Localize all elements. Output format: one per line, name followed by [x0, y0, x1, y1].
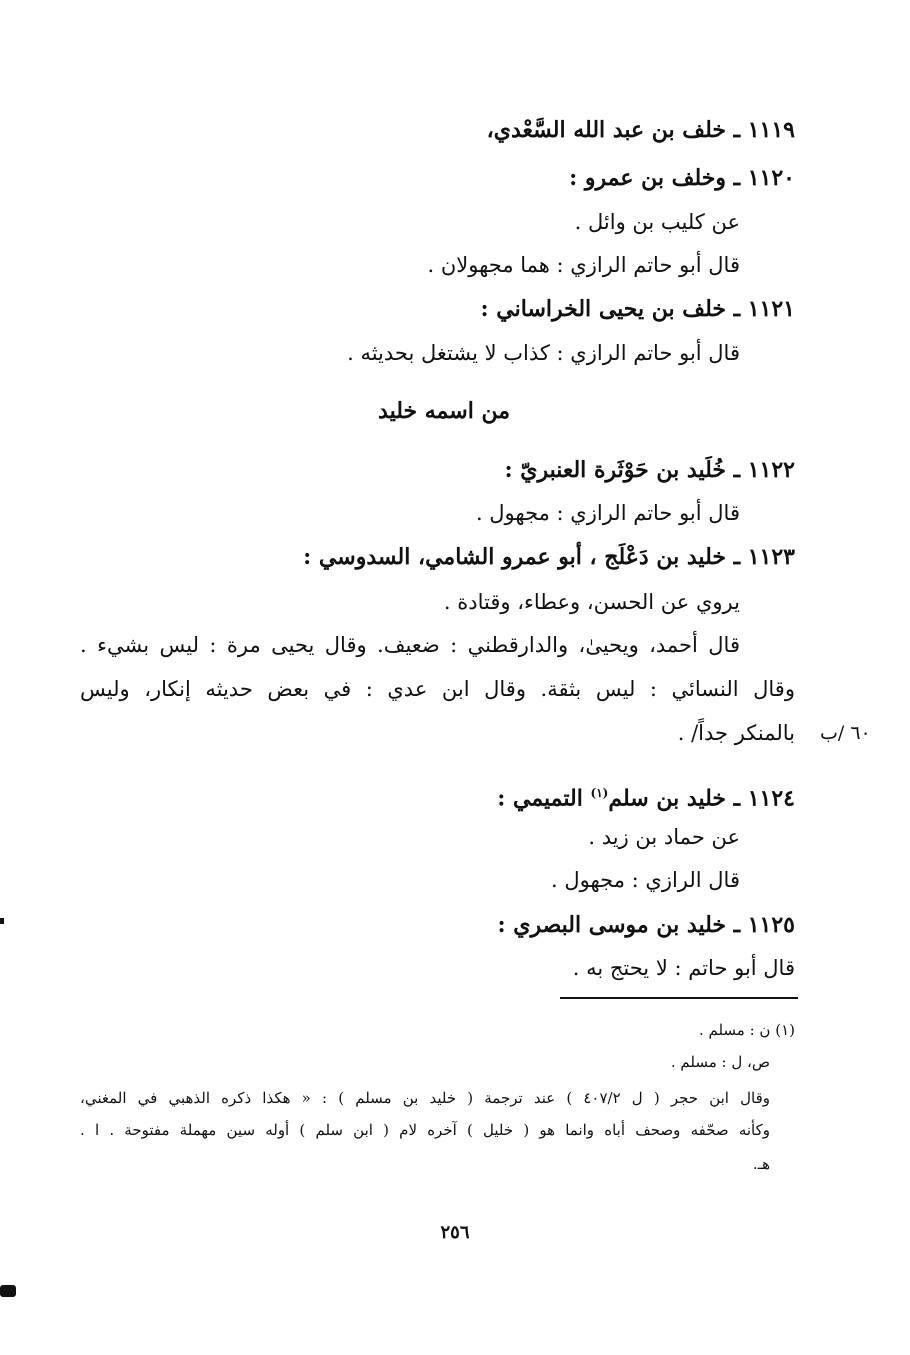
- page-number: ٢٥٦: [440, 1222, 470, 1243]
- entry-1124-nisba: التميمي :: [497, 785, 591, 812]
- scan-edge-mark-bottom: [0, 1285, 16, 1297]
- entry-1122-verdict: قال أبو حاتم الرازي : مجهول .: [475, 501, 740, 525]
- entry-1123-verdict-line2: وقال النسائي : ليس بثقة. وقال ابن عدي : في بعض حديثه إنكار، وليس: [80, 677, 795, 701]
- entry-1124-heading: [497, 778, 795, 813]
- footnote-ref-1: (١): [590, 786, 609, 800]
- entry-1119-heading: ١١١٩ ـ خلف بن عبد الله السَّعْدي،: [486, 117, 795, 143]
- entry-1121-verdict: قال أبو حاتم الرازي : كذاب لا يشتغل بحديثه .: [347, 341, 740, 365]
- footnote-divider: [560, 997, 798, 999]
- footnote-1-quote-line2: وكأنه صحّفه وصحف أباه وانما هو ( خليل ) آخره لام ( ابن سلم ) أوله سين مهملة مفتوحة . ا .: [80, 1121, 770, 1139]
- entry-1120-heading: ١١٢٠ ـ وخلف بن عمرو :: [569, 165, 795, 191]
- footnote-1-quote-line1: وقال ابن حجر ( ل ٤٠٧/٢ ) عند ترجمة ( خليد بن مسلم ) : « هكذا ذكره الذهبي في المغني،: [80, 1089, 770, 1107]
- entry-1125-heading: ١١٢٥ ـ خليد بن موسى البصري :: [497, 912, 795, 938]
- entry-1125-verdict: قال أبو حاتم : لا يحتج به .: [572, 956, 795, 980]
- scan-edge-mark-top: [0, 918, 4, 924]
- entry-1124-narration: عن حماد بن زيد .: [588, 825, 740, 849]
- section-heading: من اسمه خليد: [378, 398, 510, 424]
- entry-1120-narration: عن كليب بن وائل .: [574, 210, 740, 234]
- footnote-1: (١) ن : مسلم .: [698, 1021, 795, 1039]
- footnote-1-quote-end: هـ.: [752, 1155, 770, 1173]
- entry-1120-verdict: قال أبو حاتم الرازي : هما مجهولان .: [427, 253, 740, 277]
- entry-1122-heading: ١١٢٢ ـ خُلَيد بن حَوْثَرة العنبريّ :: [504, 457, 795, 483]
- manuscript-folio-note: ٦٠ /ب: [820, 722, 871, 744]
- footnote-1-variant: ص، ل : مسلم .: [670, 1053, 770, 1071]
- entry-1123-heading: ١١٢٣ ـ خليد بن دَعْلَج ، أبو عمرو الشامي، السدوسي :: [303, 544, 795, 570]
- entry-1124-verdict: قال الرازي : مجهول .: [551, 868, 740, 892]
- entry-1123-narration: يروي عن الحسن، وعطاء، وقتادة .: [443, 590, 740, 614]
- entry-1123-verdict-line3: بالمنكر جداً/ .: [677, 721, 795, 745]
- entry-1124-name: ١١٢٤ ـ خليد بن سلم: [608, 785, 795, 812]
- entry-1123-verdict-line1: قال أحمد، ويحيىٰ، والدارقطني : ضعيف. وقال يحيى مرة : ليس بشيء .: [80, 633, 740, 657]
- entry-1121-heading: ١١٢١ ـ خلف بن يحيى الخراساني :: [480, 296, 795, 322]
